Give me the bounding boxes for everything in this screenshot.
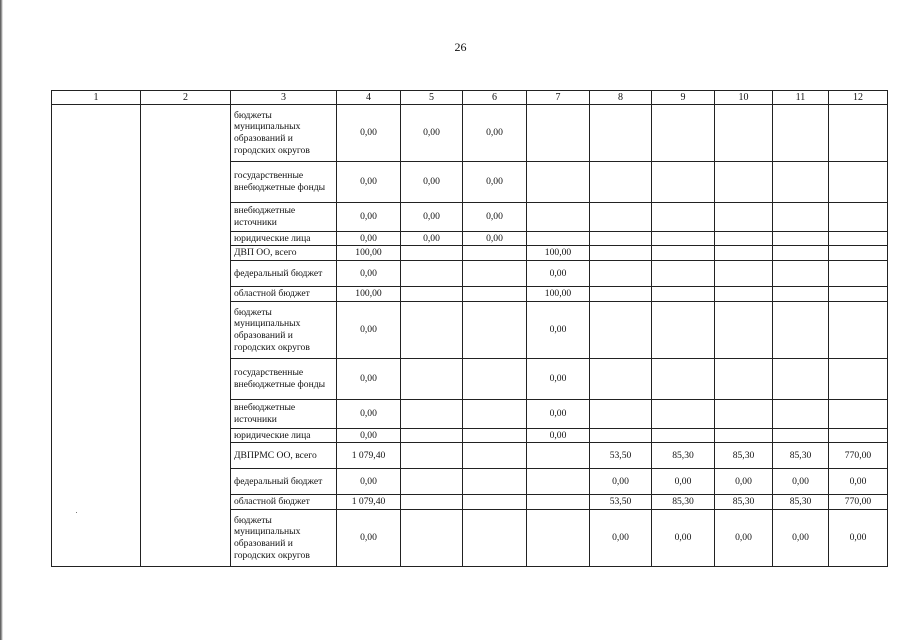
value-cell [401,429,463,443]
value-cell: 0,00 [401,232,463,246]
value-cell [527,469,590,495]
value-cell: 0,00 [652,469,715,495]
value-cell [401,261,463,287]
value-cell [652,287,715,302]
value-cell [715,302,773,359]
column-header: 2 [141,91,231,105]
value-cell: 0,00 [337,302,401,359]
value-cell [527,495,590,510]
column-header: 5 [401,91,463,105]
value-cell [590,105,652,162]
value-cell [401,510,463,567]
value-cell: 0,00 [527,400,590,429]
value-cell: 0,00 [590,510,652,567]
value-cell [463,443,527,469]
value-cell [401,359,463,400]
value-cell: 0,00 [773,469,829,495]
value-cell [590,287,652,302]
value-cell [829,246,888,261]
value-cell [715,105,773,162]
value-cell [401,469,463,495]
column-header: 6 [463,91,527,105]
value-cell [652,261,715,287]
value-cell [590,359,652,400]
value-cell: 0,00 [463,203,527,232]
column-header: 12 [829,91,888,105]
value-cell: 1 079,40 [337,443,401,469]
value-cell: 0,00 [527,429,590,443]
value-cell [590,203,652,232]
value-cell [590,162,652,203]
row-label: юридические лица [231,232,337,246]
value-cell [463,429,527,443]
value-cell: 0,00 [337,203,401,232]
value-cell: 0,00 [829,510,888,567]
value-cell [715,232,773,246]
column-header: 8 [590,91,652,105]
value-cell [715,203,773,232]
column-header: 1 [52,91,141,105]
column-number-row [52,91,888,105]
value-cell: 0,00 [715,510,773,567]
value-cell [715,429,773,443]
value-cell [829,105,888,162]
value-cell: 0,00 [463,105,527,162]
row-label: областной бюджет [231,287,337,302]
value-cell [829,400,888,429]
value-cell [401,287,463,302]
value-cell [463,359,527,400]
scan-speck [76,512,77,513]
row-label: внебюджетные источники [231,203,337,232]
value-cell [773,203,829,232]
value-cell [652,203,715,232]
value-cell: 0,00 [829,469,888,495]
column-header: 11 [773,91,829,105]
row-label: ДВПРМС ОО, всего [231,443,337,469]
value-cell [773,429,829,443]
table-body [52,105,888,567]
value-cell: 1 079,40 [337,495,401,510]
value-cell [715,287,773,302]
value-cell: 100,00 [527,287,590,302]
column-header: 10 [715,91,773,105]
value-cell [463,287,527,302]
column-header: 4 [337,91,401,105]
value-cell: 85,30 [652,495,715,510]
row-label: областной бюджет [231,495,337,510]
value-cell [590,429,652,443]
row-label: федеральный бюджет [231,261,337,287]
budget-table [51,90,888,567]
page-number: 26 [454,40,467,54]
value-cell [773,302,829,359]
value-cell [829,261,888,287]
value-cell [715,400,773,429]
row-label: государственные внебюджетные фонды [231,162,337,203]
value-cell: 770,00 [829,443,888,469]
value-cell [773,261,829,287]
value-cell [401,400,463,429]
value-cell [590,246,652,261]
value-cell: 0,00 [337,359,401,400]
row-label: внебюджетные источники [231,400,337,429]
value-cell [652,359,715,400]
value-cell: 100,00 [337,246,401,261]
value-cell: 0,00 [337,510,401,567]
value-cell: 0,00 [590,469,652,495]
row-label: бюджеты муниципальных образований и городских округов [231,510,337,567]
value-cell: 0,00 [337,105,401,162]
table-row [52,105,888,162]
value-cell: 0,00 [401,162,463,203]
value-cell: 0,00 [337,469,401,495]
value-cell [773,105,829,162]
value-cell [527,105,590,162]
value-cell [829,162,888,203]
value-cell: 0,00 [337,429,401,443]
value-cell: 0,00 [652,510,715,567]
row-label: федеральный бюджет [231,469,337,495]
value-cell [590,302,652,359]
value-cell [715,261,773,287]
value-cell: 0,00 [773,510,829,567]
value-cell [463,261,527,287]
value-cell [829,429,888,443]
value-cell [463,400,527,429]
scan-left-edge [0,0,3,640]
value-cell [463,302,527,359]
value-cell [652,400,715,429]
value-cell [829,203,888,232]
value-cell [652,429,715,443]
value-cell [773,400,829,429]
value-cell [715,246,773,261]
value-cell [463,469,527,495]
row-label: ДВП ОО, всего [231,246,337,261]
value-cell [652,232,715,246]
value-cell: 0,00 [463,162,527,203]
value-cell [401,495,463,510]
value-cell: 0,00 [337,400,401,429]
value-cell [463,510,527,567]
value-cell [773,287,829,302]
value-cell [401,443,463,469]
value-cell [829,287,888,302]
value-cell [463,495,527,510]
value-cell [773,162,829,203]
value-cell: 0,00 [715,469,773,495]
value-cell: 53,50 [590,495,652,510]
row-label: юридические лица [231,429,337,443]
value-cell [652,105,715,162]
column-header: 9 [652,91,715,105]
value-cell: 0,00 [401,203,463,232]
value-cell [773,232,829,246]
value-cell [527,162,590,203]
value-cell [527,443,590,469]
value-cell: 100,00 [337,287,401,302]
value-cell [652,302,715,359]
value-cell: 0,00 [463,232,527,246]
merged-empty-cell-col-1 [52,105,141,567]
row-label: государственные внебюджетные фонды [231,359,337,400]
value-cell: 0,00 [401,105,463,162]
column-header: 7 [527,91,590,105]
value-cell: 0,00 [337,232,401,246]
value-cell [829,359,888,400]
value-cell [401,302,463,359]
value-cell [590,232,652,246]
value-cell: 85,30 [715,443,773,469]
value-cell [590,400,652,429]
value-cell [527,203,590,232]
value-cell [401,246,463,261]
value-cell: 85,30 [652,443,715,469]
value-cell [773,359,829,400]
value-cell: 0,00 [337,162,401,203]
merged-empty-cell-col-2 [141,105,231,567]
value-cell [527,510,590,567]
row-label: бюджеты муниципальных образований и городских округов [231,105,337,162]
value-cell: 85,30 [773,495,829,510]
value-cell [652,246,715,261]
column-header: 3 [231,91,337,105]
value-cell [463,246,527,261]
value-cell [652,162,715,203]
value-cell [773,246,829,261]
value-cell: 85,30 [715,495,773,510]
value-cell: 0,00 [337,261,401,287]
value-cell: 100,00 [527,246,590,261]
value-cell [590,261,652,287]
value-cell: 0,00 [527,261,590,287]
value-cell [829,302,888,359]
value-cell: 0,00 [527,359,590,400]
value-cell [715,359,773,400]
value-cell: 85,30 [773,443,829,469]
value-cell: 53,50 [590,443,652,469]
value-cell: 0,00 [527,302,590,359]
value-cell: 770,00 [829,495,888,510]
value-cell [829,232,888,246]
row-label: бюджеты муниципальных образований и городских округов [231,302,337,359]
value-cell [715,162,773,203]
value-cell [527,232,590,246]
